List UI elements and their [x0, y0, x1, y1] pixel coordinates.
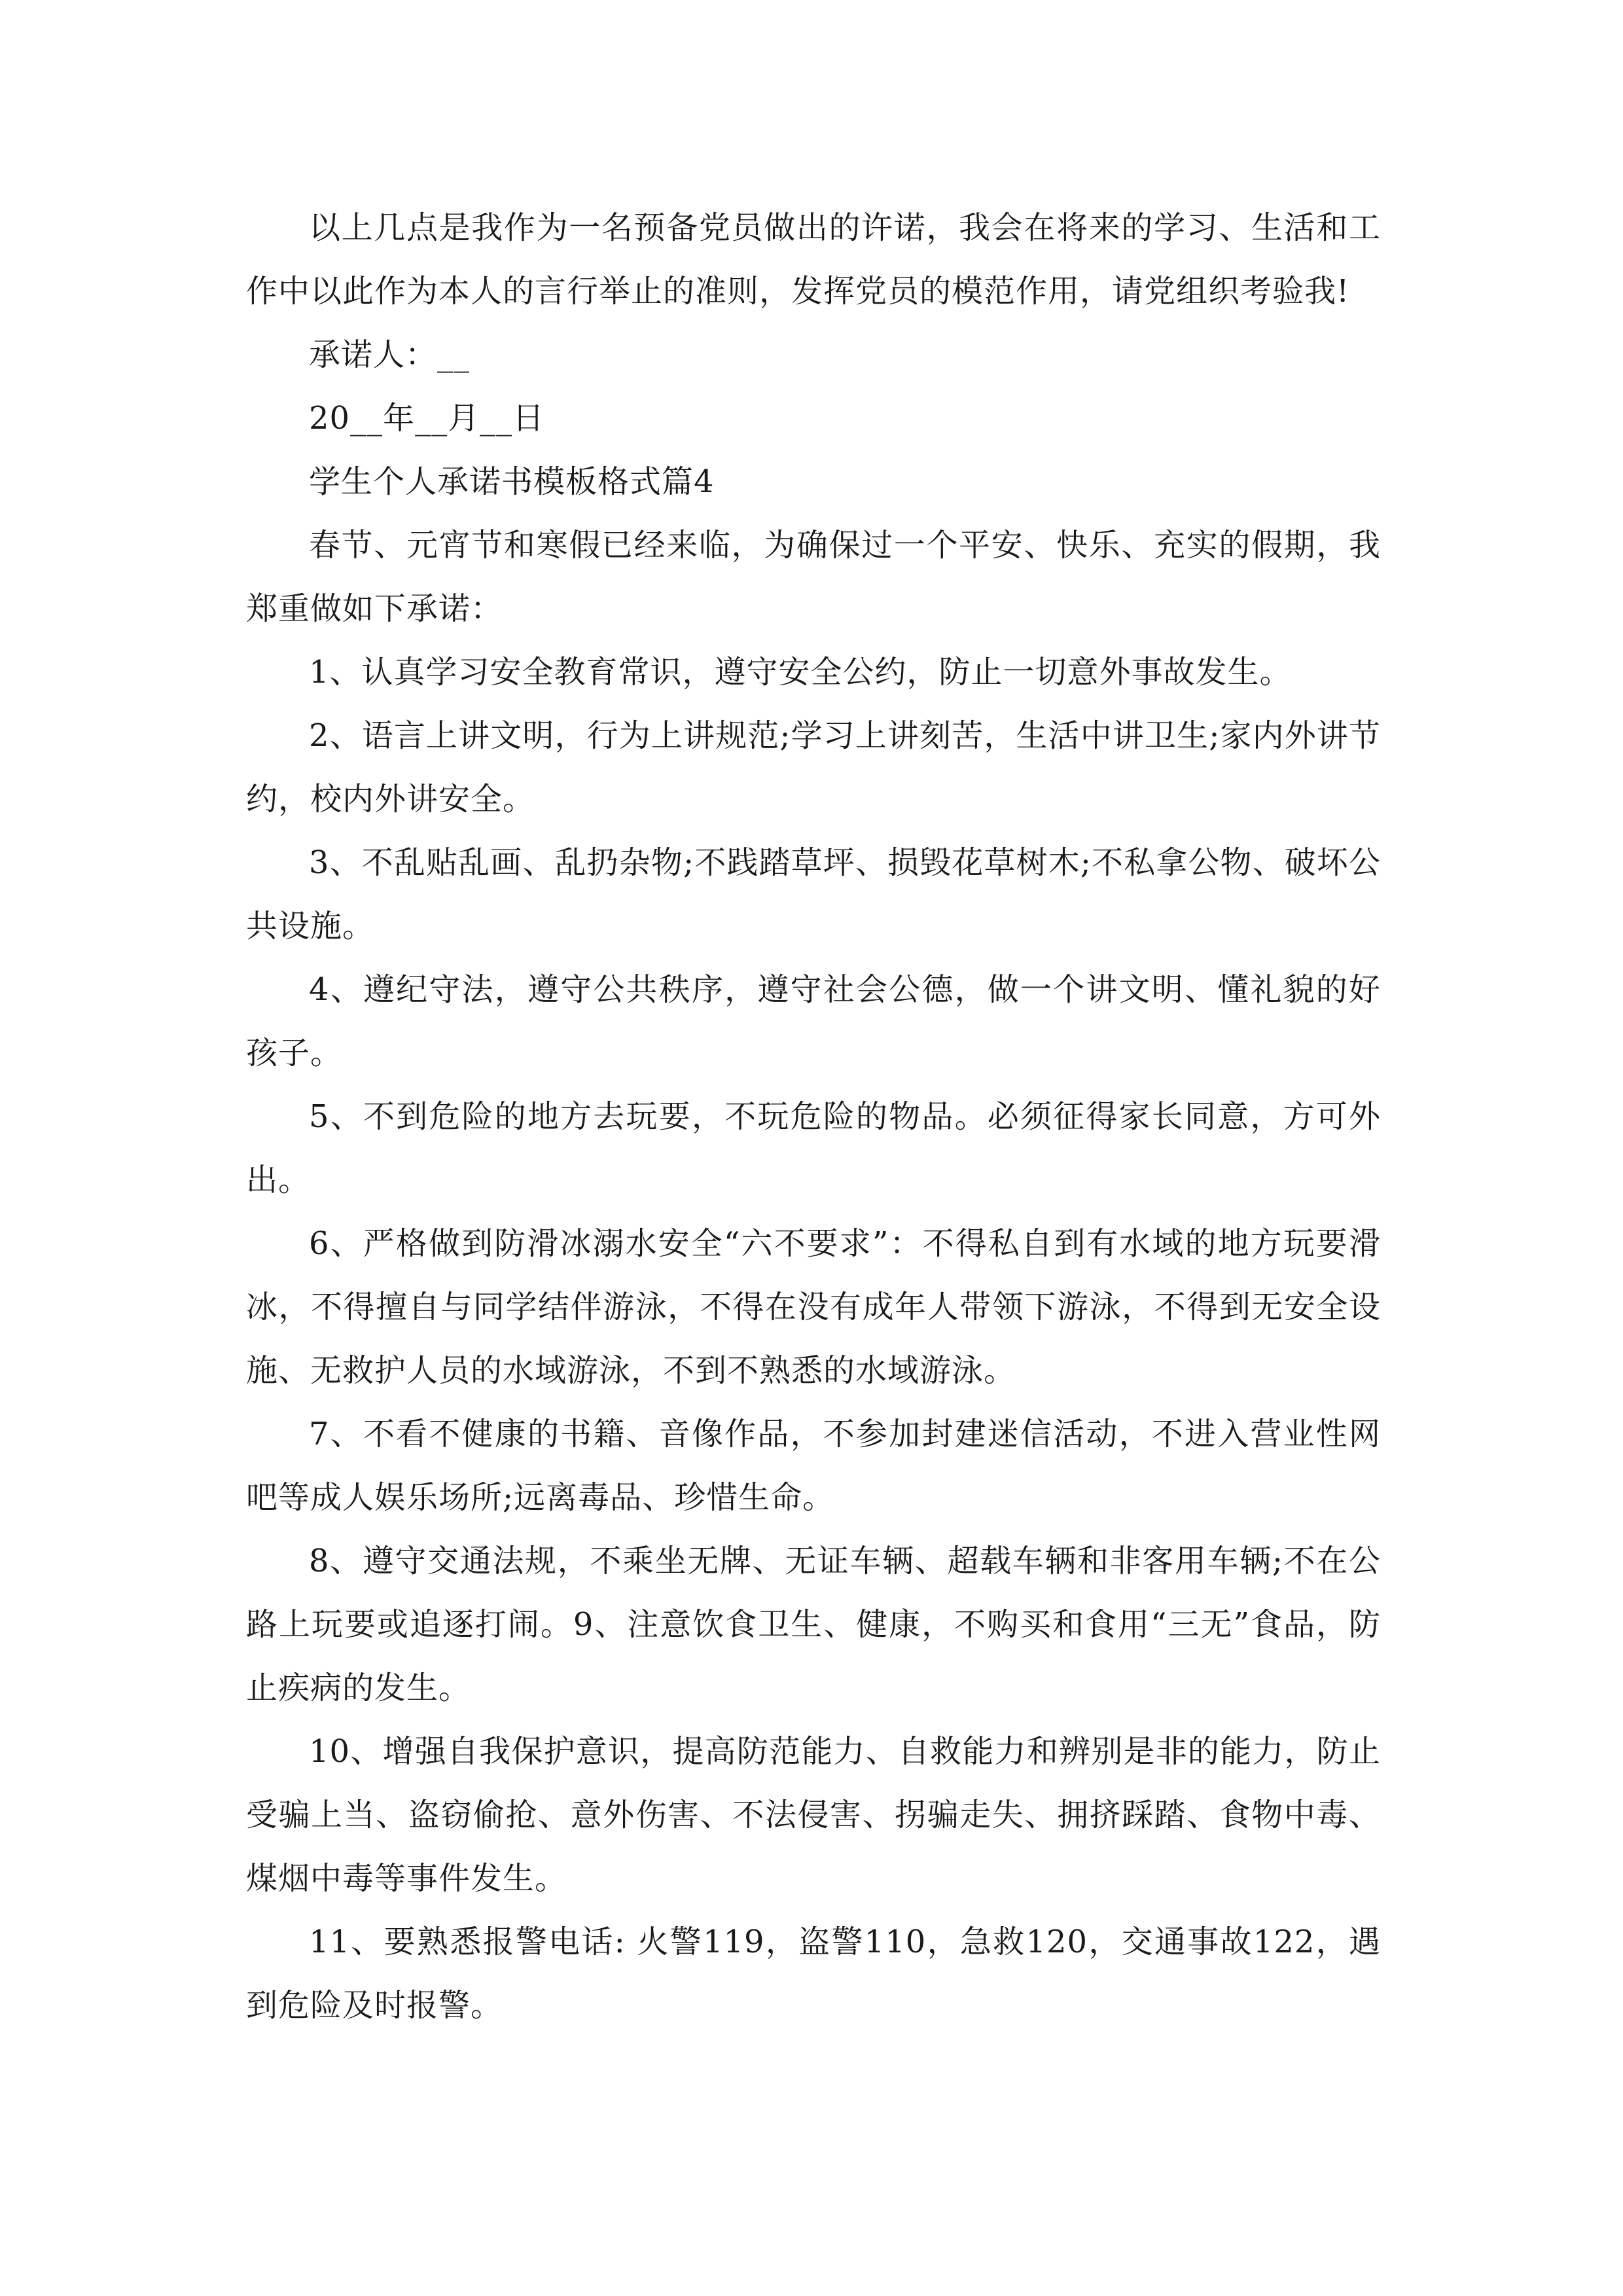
list-item: 2、语言上讲文明，行为上讲规范;学习上讲刻苦，生活中讲卫生;家内外讲节约，校内外讲安全。	[246, 717, 1381, 817]
document-body	[246, 196, 1381, 2037]
list-item: 5、不到危险的地方去玩要，不玩危险的物品。必须征得家长同意，方可外出。	[246, 1098, 1381, 1198]
list-item: 11、要熟悉报警电话: 火警119，盗警110，急救120，交通事故122，遇到危险及时报警。	[246, 1924, 1381, 2024]
section-heading: 学生个人承诺书模板格式篇4	[309, 463, 715, 500]
list-item: 7、不看不健康的书籍、音像作品，不参加封建迷信活动，不进入营业性网吧等成人娱乐场所;远离毒品、珍惜生命。	[246, 1416, 1381, 1516]
list-item: 3、不乱贴乱画、乱扔杂物;不践踏草坪、损毁花草树木;不私拿公物、破坏公共设施。	[246, 844, 1381, 944]
list-item: 6、严格做到防滑冰溺水安全“六不要求”：不得私自到有水域的地方玩要滑冰，不得擅自与同学结伴游泳，不得在没有成年人带领下游泳，不得到无安全设施、无救护人员的水域游泳，不到不熟悉的水域游泳。	[246, 1225, 1381, 1389]
list-item: 10、增强自我保护意识，提高防范能力、自救能力和辨别是非的能力，防止受骗上当、盗窃偷抢、意外伤害、不法侵害、拐骗走失、拥挤踩踏、食物中毒、煤烟中毒等事件发生。	[246, 1733, 1381, 1897]
list-item: 1、认真学习安全教育常识，遵守安全公约，防止一切意外事故发生。	[309, 654, 1292, 691]
list-item: 8、遵守交通法规，不乘坐无牌、无证车辆、超载车辆和非客用车辆;不在公路上玩要或追逐打闹。9、注意饮食卫生、健康，不购买和食用“三无”食品，防止疾病的发生。	[246, 1543, 1381, 1706]
paragraph-date: 20__年__月__日	[309, 400, 545, 437]
paragraph-intro: 春节、元宵节和寒假已经来临，为确保过一个平安、快乐、充实的假期，我郑重做如下承诺：	[246, 527, 1381, 627]
list-item: 4、遵纪守法，遵守公共秩序，遵守社会公德，做一个讲文明、懂礼貌的好孩子。	[246, 971, 1381, 1071]
paragraph-pledge-closing: 以上几点是我作为一名预备党员做出的许诺，我会在将来的学习、生活和工作中以此作为本人的言行举止的准则，发挥党员的模范作用，请党组织考验我!	[246, 209, 1381, 310]
paragraph-signatory: 承诺人：__	[309, 336, 471, 373]
